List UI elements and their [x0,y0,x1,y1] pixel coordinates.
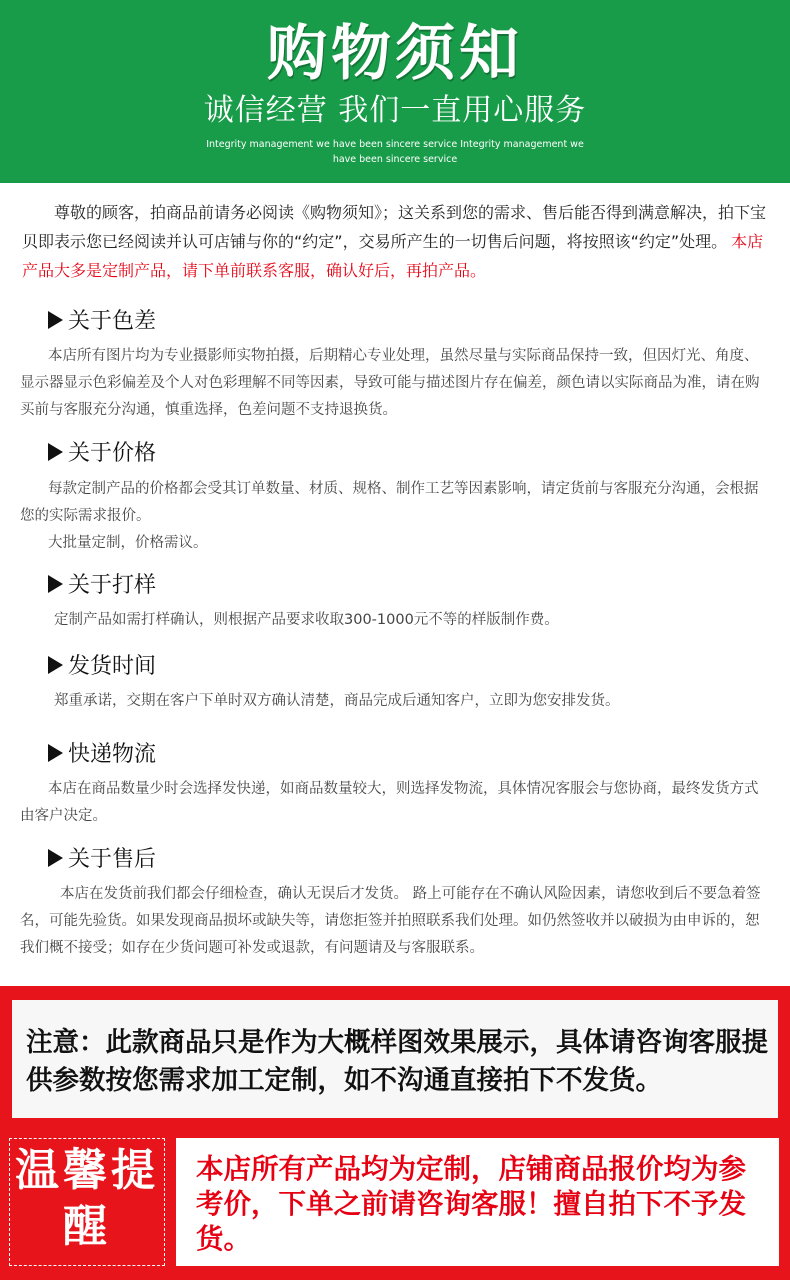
section-title-text: 关于售后 [68,847,157,872]
section-text-price [20,476,772,557]
section-text-sampling [20,607,772,634]
english-slogan: Integrity management we have been sincere service Integrity management we have been sincere service [206,139,584,165]
triangle-bullet-icon [48,744,63,762]
section-title-text: 发货时间 [68,654,157,679]
page-subtitle: 诚信经营 我们一直用心服务 [203,93,587,128]
notice-text: 注意：此款商品只是作为大概样图效果展示，具体请咨询客服提供参数按您需求加工定制，如不沟通直接拍下不发货。 [26,1027,768,1096]
section-paragraph: 本店在发货前我们都会仔细检查，确认无误后才发货。 路上可能存在不确认风险因素，请您收到后不要急着签名，可能先验货。如果发现商品损坏或缺失等，请您拒签并拍照联系我们处理。如仍然签收并以破损为由申诉的，恕我们概不接受；如存在少货问题可补发或退款，有问题请及与客服联系。 [20,886,761,956]
section-text-shipping-time [20,688,772,715]
triangle-bullet-icon [48,656,63,674]
triangle-bullet-icon [48,443,63,461]
section-text-after-sales [20,881,772,962]
section-paragraph: 郑重承诺，交期在客户下单时双方确认清楚，商品完成后通知客户，立即为您安排发货。 [54,693,620,709]
section-title-logistics [48,740,156,770]
section-title-color-difference [48,307,156,337]
warm-reminder-label: 温馨提醒 [15,1145,159,1252]
section-text-color-difference [20,343,772,424]
section-title-text: 快递物流 [68,742,157,767]
section-title-text: 关于色差 [68,309,157,334]
section-text-logistics [20,776,772,830]
intro-red-note: 本店产品大多是定制产品，请下单前联系客服，确认好后，再拍产品。 [22,232,764,280]
warm-reminder-text: 本店所有产品均为定制，店铺商品报价均为参考价，下单之前请咨询客服！擅自拍下不予发货。 [196,1153,746,1255]
section-paragraph: 本店在商品数量少时会选择发快递，如商品数量较大，则选择发物流，具体情况客服会与您协商，最终发货方式由客户决定。 [20,781,759,824]
section-title-sampling [48,571,156,601]
intro-paragraph [22,198,774,285]
triangle-bullet-icon [48,849,63,867]
section-title-after-sales [48,845,156,875]
warm-reminder-badge [9,1138,165,1266]
section-title-shipping-time [48,652,156,682]
section-title-price [48,439,156,469]
header-banner [0,0,790,183]
intro-text: 尊敬的顾客，拍商品前请务必阅读《购物须知》；这关系到您的需求、售后能否得到满意解决，拍下宝贝即表示您已经阅读并认可店铺与你的“约定”，交易所产生的一切售后问题，将按照该“约定”处理。 [22,203,767,251]
section-paragraph: 本店所有图片均为专业摄影师实物拍摄，后期精心专业处理，虽然尽量与实际商品保持一致，但因灯光、角度、显示器显示色彩偏差及个人对色彩理解不同等因素，导致可能与描述图片存在偏差，颜色请以实际商品为准，请在购买前与客服充分沟通，慎重选择，色差问题不支持退换货。 [20,348,760,418]
triangle-bullet-icon [48,311,63,329]
section-title-text: 关于价格 [68,441,157,466]
page-title: 购物须知 [267,19,523,89]
triangle-bullet-icon [48,575,63,593]
notice-box [12,1000,778,1118]
warm-reminder-box [176,1138,779,1266]
section-paragraph: 大批量定制，价格需议。 [48,535,208,551]
section-paragraph: 每款定制产品的价格都会受其订单数量、材质、规格、制作工艺等因素影响，请定货前与客服充分沟通，会根据您的实际需求报价。 [20,481,759,524]
section-title-text: 关于打样 [68,573,157,598]
section-paragraph: 定制产品如需打样确认，则根据产品要求收取300-1000元不等的样版制作费。 [54,612,559,628]
